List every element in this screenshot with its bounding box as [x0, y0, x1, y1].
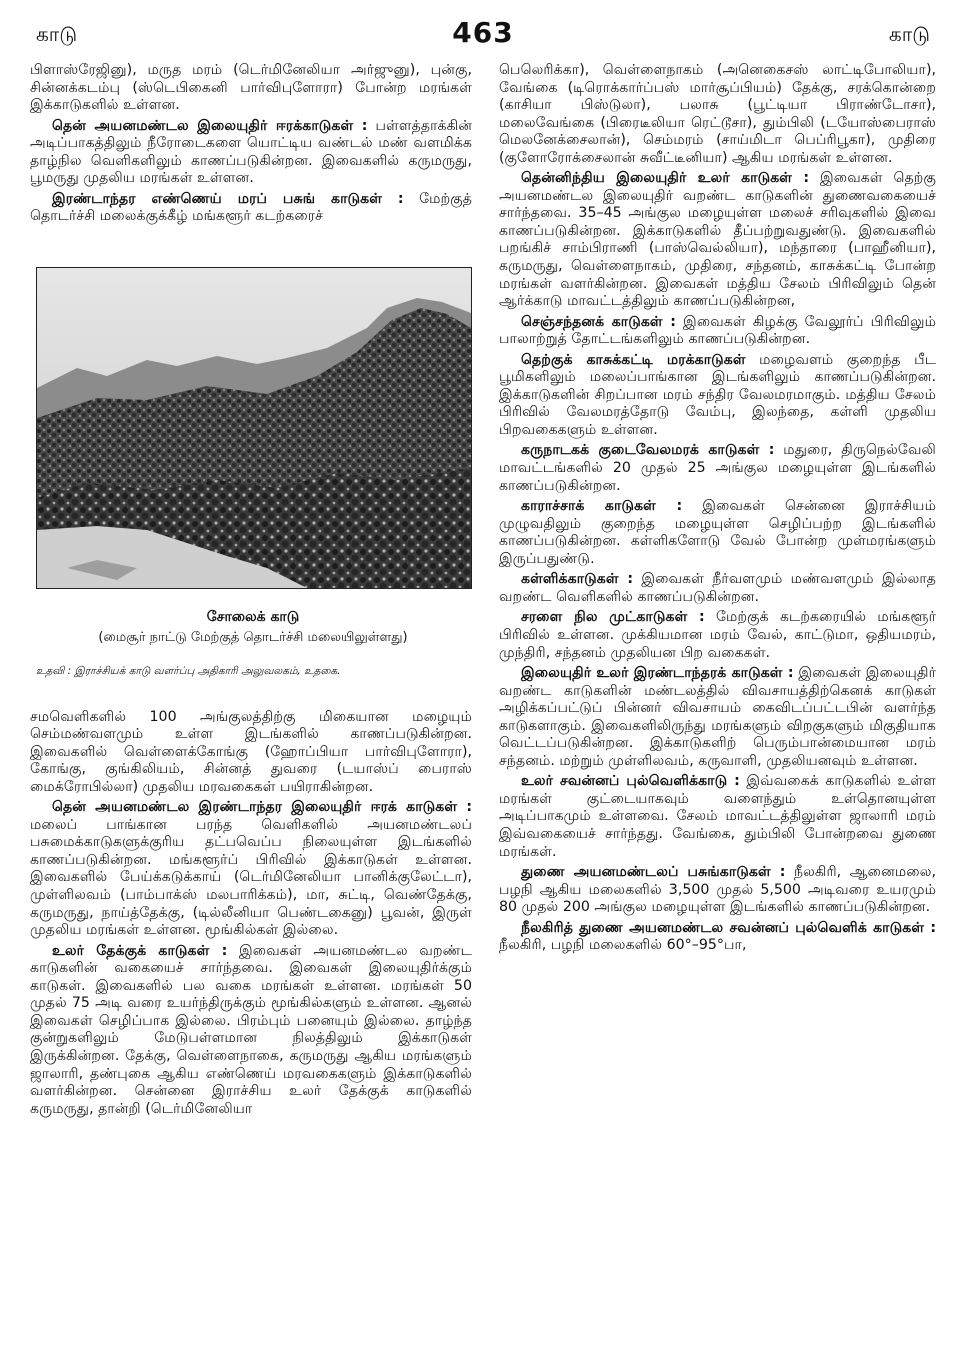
paragraph-text: மலைப் பாங்கான பரந்த வெளிகளில் அயனமண்டலப் பசுமைக்காடுகளுக்குரிய தட்பவெப்ப நிலையுள்ள இடங்களில் காணப்படுகின்றன. மங்களூர்ப் பிரிவில் இக்காடுகள் உள்ளன. இவைகளில் பேய்க்கடுக்காய் (டெர்மினேலியா பானிக்குலேட்டா), முள்ளிலவம் (பாம்பாக்ஸ் மலபாரிக்கம்), மா, சுட்டி, வெண்தேக்கு, கருமருது, நாய்த்தேக்கு, (டில்லீனியா பெண்டகைனு) பூவன், இருள் முதலிய மரங்கள் உள்ளன. மூங்கில்கள் இல்லை. — [30, 816, 472, 939]
figure — [36, 267, 470, 681]
section-heading: இலையுதிர் உலர் இரண்டாந்தரக் காடுகள் : — [521, 665, 794, 682]
paragraph — [499, 665, 936, 770]
section-heading: உலர் சவன்னப் புல்வெளிக்காடு : — [521, 773, 740, 790]
paragraph — [30, 709, 472, 797]
paragraph — [499, 170, 936, 310]
paragraph-text: பள்ளத்தாக்கின் அடிப்பாகத்திலும் நீரோடைகளை யொட்டிய வண்டல் மண் வளமிக்க தாழ்நில வெளிகளிலும் காணப்படுகின்றன. இவைகளில் கருமருது, பூமருது முதலிய மரங்கள் உள்ளன. — [30, 117, 473, 187]
section-heading: காராச்சாக் காடுகள் : — [521, 498, 683, 515]
paragraph-text: இவைகள் இலையுதிர் வறண்ட காடுகளின் மண்டலத்தில் விவசாயத்திற்கெனக் காடுகள் அழிக்கப்பட்டுப் பின்னர் விவசாயம் கைவிடப்பட்டபின் வளர்ந்த காடுகளாகும். இவைகளிலிருந்து மரங்களும் விறகுகளும் மிகுதியாக வெட்டப்படுகின்றன. இக்காடுகளிற் பெரும்பான்மையான மரம் சந்தனம். மற்றும் முள்ளிலவம், கருவாளி, முதலியனவும் உள்ளன. — [499, 665, 936, 769]
left-top-text — [30, 62, 472, 226]
paragraph — [499, 920, 936, 955]
paragraph-text: இவைகள் சென்னை இராச்சியம் முழுவதிலும் குறைந்த மழையுள்ள செழிப்பற்ற இடங்களில் காணப்படுகின்றன. கள்ளிகளோடு வேல் போன்ற முள்மரங்களும் இருப்பதுண்டு. — [499, 498, 937, 567]
running-head-right: காடு — [888, 22, 930, 46]
section-heading: நீலகிரித் துணை அயனமண்டல சவன்னப் புல்வெளிக் காடுகள் : — [521, 919, 936, 936]
paragraph — [499, 609, 936, 662]
paragraph-text: இவைகள் அயனமண்டல வறண்ட காடுகளின் வகையைச் சார்ந்தவை. இவைகள் இலையுதிர்க்கும் காடுகள். இவைகளில் பல வகை மரங்கள் உள்ளன. மரங்கள் 50 முதல் 75 அடி வரை உயர்ந்திருக்கும் மூங்கில்களும் உள்ளன. ஆனல் இவைகள் செழிப்பாக இல்லை. பிரம்பும் பனையும் இல்லை. தாழ்ந்த குன்றுகளிலும் மேடுபள்ளமான நிலத்திலும் இக்காடுகள் இருக்கின்றன. தேக்கு, வெள்ளைநாகை, கருமருது ஆகிய மரங்களும் ஜாலாரி, தண்புகை ஆகிய எண்ணெய் மரவகைகளும் இக்காடுகளில் வளர்கின்றன. சென்னை இராச்சிய உலர் தேக்குக் காடுகளில் கருமருது, தான்றி (டெர்மினேலியா — [30, 942, 472, 1117]
paragraph-text: பிளாஸ்ரேஜினு), மருத மரம் (டெர்மினேலியா அர்ஜுனு), புன்கு, சின்னக்கடம்பு (ஸ்டெபிகைனி பார்விபுளோரா) போன்ற மரங்கள் இக்காடுகளில் உள்ளன. — [30, 62, 472, 114]
section-heading: செஞ்சந்தனக் காடுகள் : — [521, 313, 676, 330]
paragraph — [30, 118, 472, 188]
page-number: 463 — [452, 16, 514, 49]
section-heading: கருநாடகக் குடைவேலமரக் காடுகள் : — [521, 442, 775, 459]
paragraph — [499, 571, 936, 606]
section-heading: சரளை நில முட்காடுகள் : — [521, 609, 705, 626]
paragraph — [499, 352, 936, 440]
section-heading: உலர் தேக்குக் காடுகள் : — [52, 942, 228, 959]
paragraph — [499, 864, 936, 917]
paragraph-text: மழைவளம் குறைந்த பீட பூமிகளிலும் மலைப்பாங்கான இடங்களிலும் காணப்படுகின்றன. இக்காடுகளின் சிறப்பான மரம் சந்திர வேலமரமாகும். மத்திய சேலம் பிரிவில் வேலமரத்தோடு வேம்பு, இலந்தை, கள்ளி முதலிய பிறவகைகளும் உள்ளன. — [499, 351, 937, 438]
left-bottom-text — [30, 709, 472, 1119]
paragraph-text: மேற்குக் கடற்கரையில் மங்களூர் பிரிவில் உள்ளன. முக்கியமான மரம் வேல், காட்டுமா, ஒதியமரம், முந்திரி, சந்தனம் முதலியன பிற வகைகள். — [499, 609, 936, 661]
forest-photo — [36, 267, 472, 589]
figure-caption-title: சோலைக் காடு — [206, 608, 300, 625]
paragraph — [499, 498, 936, 568]
paragraph — [30, 943, 472, 1118]
paragraph-text: நீலகிரி, ஆனைமலை, பழநி ஆகிய மலைகளில் 3,500 முதல் 5,500 அடிவரை உயரமும் 80 முதல் 200 அங்குல மழையுள்ள இடங்களில் காணப்படுகின்றன. — [499, 864, 936, 916]
paragraph-text: மதுரை, திருநெல்வேலி மாவட்டங்களில் 20 முதல் 25 அங்குல மழையுள்ள இடங்களில் காணப்படுகின்றன. — [499, 442, 936, 494]
paragraph — [499, 442, 936, 495]
left-column — [30, 62, 472, 1121]
section-heading: தெற்குக் காசுக்கட்டி மரக்காடுகள் — [521, 351, 746, 368]
section-heading: இரண்டாந்தர எண்ணெய் மரப் பசுங் காடுகள் : — [52, 190, 404, 207]
figure-credit: உதவி : இராச்சியக் காடு வளர்ப்பு அதிகாரி அலுவலகம், உதகை. — [36, 665, 341, 678]
paragraph-text: இவைகள் கிழக்கு வேலூர்ப் பிரிவிலும் பாலாற்றுத் தோட்டங்களிலும் காணப்படுகின்றன. — [499, 313, 936, 348]
paragraph — [30, 62, 472, 115]
paragraph-text: இவைகள் நீர்வளமும் மண்வளமும் இல்லாத வறண்ட வெளிகளில் காணப்படுகின்றன. — [499, 571, 936, 605]
running-head-left: காடு — [36, 22, 78, 46]
paragraph — [30, 191, 472, 226]
page-header — [30, 16, 936, 56]
paragraph-text: இவ்வகைக் காடுகளில் உள்ள மரங்கள் குட்டையாகவும் வளைந்தும் உள்தொனயுள்ள அடிப்பாகமும் உள்ளவை. சேலம் மாவட்டத்திலுள்ள ஜாலாரி மரம் இவ்வகையைச் சார்ந்தது. வேங்கை, தும்பிலி போன்றவை துணை மரங்கள். — [499, 773, 936, 860]
paragraph — [30, 799, 472, 939]
figure-caption-subtitle: (மைசூர் நாட்டு மேற்குத் தொடர்ச்சி மலையிலுள்ளது) — [98, 630, 408, 646]
section-heading: கள்ளிக்காடுகள் : — [521, 571, 634, 588]
paragraph-text: நீலகிரி, பழநி மலைகளில் 60°–95°பா, — [499, 937, 747, 954]
paragraph-text: பெலெரிக்கா), வெள்ளைநாகம் (அனெகைசஸ் லாட்டிபோலியா), வேங்கை (டிரொக்கார்ப்பஸ் மார்சூப்பியம்) தேக்கு, சரக்கொன்றை (காசியா பிஸ்டுலா), பலாசு (பூட்டியா பிராண்டோசா), மலைவேங்கை (பிரைடீலியா ரெட்டூசா), தும்பிலி (டயோஸ்பைராஸ் மெலனேக்சைலான்), செம்மரம் (சாய்மிடா பெப்ரிபூகா), முதிரை (குளோரோக்சைலான் சுவீட்டீனியா) ஆகிய மரங்கள் உள்ளன. — [499, 62, 936, 166]
section-heading: துணை அயனமண்டலப் பசுங்காடுகள் : — [521, 864, 786, 881]
paragraph — [499, 62, 936, 167]
paragraph-text: இவைகள் தெற்கு அயனமண்டல இலையுதிர் வறண்ட காடுகளின் துணைவகையைச் சார்ந்தவை. 35–45 அங்குல மழையுள்ள மலைச் சரிவுகளில் இவை காணப்படுகின்றன. இக்காடுகளில் தீப்பற்றுவதுண்டு. இவைகளில் பறங்கிச் சாம்பிராணி (பாஸ்வெல்லியா), மந்தாரை (பாஹீனியா), கருமருது, வெள்ளைநாகம், முதிரை, சந்தனம், காசுக்கட்டி போன்ற மரங்கள் வளர்கின்றன. இவைகள் மத்திய சேலம் பிரிவிலும் தென் ஆர்க்காடு மாவட்டத்திலும் காணப்படுகின்றன, — [499, 170, 936, 310]
paragraph-text: மேற்குத் தொடர்ச்சி மலைக்குக்கீழ் மங்களூர் கடற்கரைச் — [30, 190, 472, 225]
paragraph — [499, 773, 936, 861]
right-column — [499, 62, 936, 958]
right-column-text — [499, 62, 936, 955]
paragraph — [499, 314, 936, 349]
paragraph-text: சமவெளிகளில் 100 அங்குலத்திற்கு மிகையான மழையும் செம்மண்வளமும் உள்ள இடங்களில் காணப்படுகின்றன. இவைகளில் வெள்ளைக்கோங்கு (ஹோப்பியா பார்விபுளோரா), கோங்கு, குங்கிலியம், சின்னத் துவரை (டயாஸ்ப் பைராஸ் மைக்ரோபில்லா) முதலிய மரவகைகள் பயிராகின்றன. — [30, 708, 472, 795]
section-heading: தென் அயனமண்டல இலையுதிர் ஈரக்காடுகள் : — [52, 117, 368, 134]
section-heading: தென்னிந்திய இலையுதிர் உலர் காடுகள் : — [521, 170, 810, 187]
section-heading: தென் அயனமண்டல இரண்டாந்தர இலையுதிர் ஈரக் காடுகள் : — [52, 799, 472, 816]
